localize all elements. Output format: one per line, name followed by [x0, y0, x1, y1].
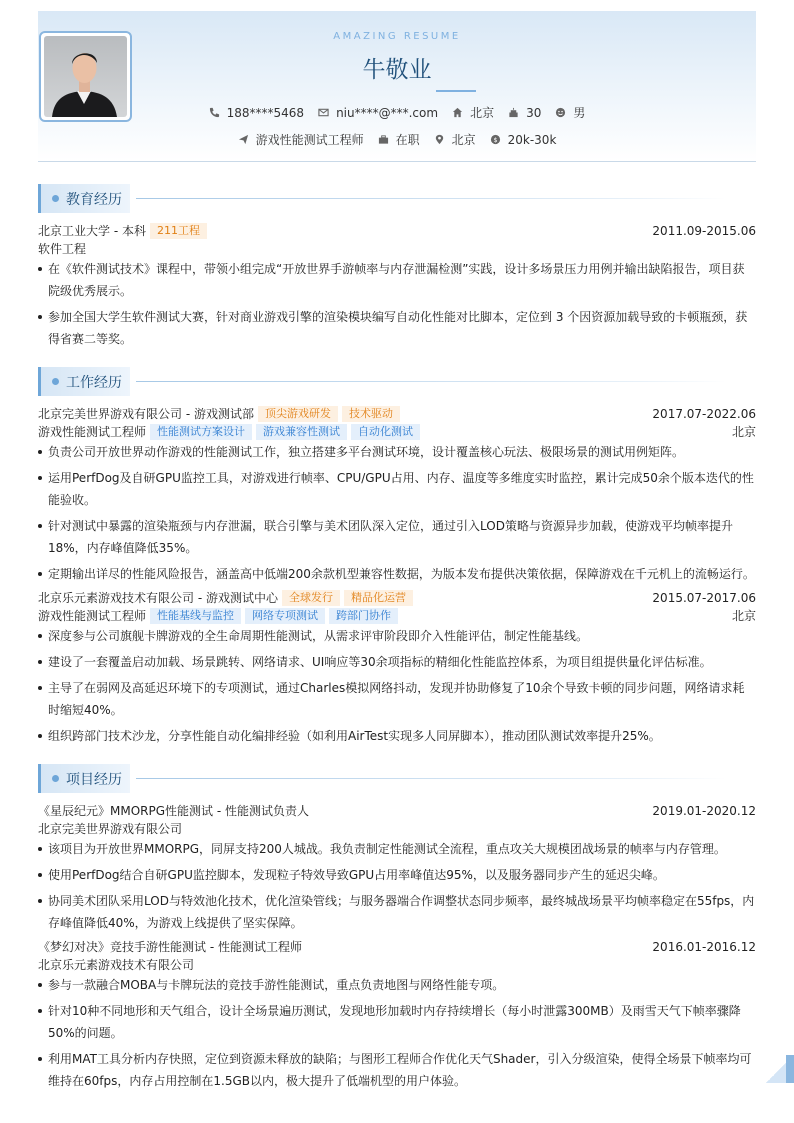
email-text: niu****@***.com [336, 105, 439, 120]
job-bullet: 深度参与公司旗舰卡牌游戏的全生命周期性能测试，从需求评审阶段即介入性能评估，制定性能基线。 [38, 625, 756, 647]
hometown-text: 北京 [470, 106, 495, 120]
section-divider [136, 198, 726, 199]
project-bullet: 该项目为开放世界MMORPG，同屏支持200人城战。我负责制定性能测试全流程，重点攻关大规模团战场景的帧率与内存管理。 [38, 838, 756, 860]
company-name: 北京完美世界游戏有限公司 - 游戏测试部 [38, 407, 254, 421]
company-name: 北京乐元素游戏技术有限公司 - 游戏测试中心 [38, 591, 278, 605]
resume-tagline: AMAZING RESUME [333, 31, 461, 42]
target-position-item [238, 131, 364, 148]
resume-header [38, 11, 756, 162]
mail-icon [318, 107, 329, 118]
expected-salary-item [490, 133, 557, 147]
job-status-item [378, 131, 420, 148]
section-title: 项目经历 [66, 772, 122, 788]
school-tag: 211工程 [150, 223, 207, 239]
phone-icon [209, 107, 220, 118]
education-bullet: 参加全国大学生软件测试大赛，针对商业游戏引擎的渲染模块编写自动化性能对比脚本，定位到 3 个因资源加载导致的卡顿瓶颈，获得省赛二等奖。 [38, 306, 756, 350]
name-underline [436, 90, 476, 92]
project-bullet: 协同美术团队采用LOD与特效池化技术，优化渲染管线；与服务器端合作调整状态同步频率，最终城战场景平均帧率稳定在55fps，内存峰值降低40%，为游戏上线提供了坚实保障。 [38, 890, 756, 934]
project-section-header [38, 764, 756, 793]
role-tag: 性能测试方案设计 [150, 424, 252, 440]
job-company-row [38, 405, 756, 422]
project-name: 《梦幻对决》竞技手游性能测试 - 性能测试工程师 [38, 940, 302, 954]
svg-text:$: $ [493, 135, 498, 144]
job-role: 游戏性能测试工程师 [38, 425, 147, 439]
hometown-item [452, 104, 494, 121]
money-icon [490, 134, 501, 145]
job-bullet: 建设了一套覆盖启动加载、场景跳转、网络请求、UI响应等30余项指标的精细化性能监控体系，为项目组提供量化评估标准。 [38, 651, 756, 673]
education-entry-row [38, 222, 756, 239]
role-tag: 跨部门协作 [329, 608, 398, 624]
job-bullet: 负责公司开放世界动作游戏的性能测试工作，独立搭建多平台测试环境，设计覆盖核心玩法、极限场景的测试用例矩阵。 [38, 441, 756, 463]
project-title-row [38, 938, 756, 955]
target-position-text: 游戏性能测试工程师 [255, 133, 364, 147]
project-bullet: 使用PerfDog结合自研GPU监控脚本，发现粒子特效导致GPU占用率峰值达95%，以及服务器同步产生的延迟尖峰。 [38, 864, 756, 886]
age-item [508, 106, 541, 120]
project-name: 《星辰纪元》MMORPG性能测试 - 性能测试负责人 [38, 804, 309, 818]
section-dot-icon [52, 195, 59, 202]
phone-item [209, 106, 304, 120]
project-company: 北京乐元素游戏技术有限公司 [38, 958, 195, 972]
job-intent-row [38, 131, 756, 148]
role-tag: 自动化测试 [351, 424, 420, 440]
company-tag: 全球发行 [282, 590, 340, 606]
project-bullet: 利用MAT工具分析内存快照，定位到资源未释放的缺陷；与图形工程师合作优化天气Shader，引入分级渲染，使得全场景下帧率均可维持在60fps，内存占用控制在1.5GB以内，极大提升了低端机型的用户体验。 [38, 1048, 756, 1092]
corner-bar [786, 1055, 794, 1083]
send-icon [238, 134, 249, 145]
phone-text: 188****5468 [226, 105, 305, 120]
project-date: 2016.01-2016.12 [652, 939, 756, 954]
education-bullet: 在《软件测试技术》课程中，带领小组完成“开放世界手游帧率与内存泄漏检测”实践，设计多场景压力用例并输出缺陷报告，项目获院级优秀展示。 [38, 258, 756, 302]
major-text: 软件工程 [38, 242, 87, 256]
target-city-text: 北京 [451, 133, 476, 147]
location-icon [434, 134, 445, 145]
company-tag: 顶尖游戏研发 [258, 406, 338, 422]
job-role-row [38, 423, 756, 440]
job-role: 游戏性能测试工程师 [38, 609, 147, 623]
job-date: 2017.07-2022.06 [652, 406, 756, 421]
candidate-name: 牛敬业 [362, 57, 432, 83]
company-tag: 技术驱动 [342, 406, 400, 422]
job-bullet: 针对测试中暴露的渲染瓶颈与内存泄漏，联合引擎与美术团队深入定位，通过引入LOD策略与资源异步加载，使游戏平均帧率提升18%，内存峰值降低35%。 [38, 515, 756, 559]
work-section-header [38, 367, 756, 396]
job-bullet: 主导了在弱网及高延迟环境下的专项测试，通过Charles模拟网络抖动，发现并协助修复了10余个导致卡顿的同步问题，网络请求耗时缩短40%。 [38, 677, 756, 721]
job-company-row [38, 589, 756, 606]
section-divider [136, 381, 726, 382]
job-date: 2015.07-2017.06 [652, 590, 756, 605]
briefcase-icon [378, 134, 389, 145]
job-bullet: 运用PerfDog及自研GPU监控工具，对游戏进行帧率、CPU/GPU占用、内存、温度等多维度实时监控，累计完成50余个版本迭代的性能验收。 [38, 467, 756, 511]
gender-text: 男 [573, 106, 586, 120]
gender-item [555, 104, 585, 121]
job-bullet: 组织跨部门技术沙龙，分享性能自动化编排经验（如利用AirTest实现多人同屏脚本），推动团队测试效率提升25%。 [38, 725, 756, 747]
job-city: 北京 [731, 425, 756, 439]
age-text: 30 [526, 105, 542, 120]
job-status-text: 在职 [395, 133, 420, 147]
role-tag: 游戏兼容性测试 [256, 424, 347, 440]
target-city-item [434, 131, 476, 148]
job-city: 北京 [731, 609, 756, 623]
education-date: 2011.09-2015.06 [652, 223, 756, 238]
company-tag: 精品化运营 [344, 590, 413, 606]
job-role-row [38, 607, 756, 624]
project-bullet: 针对10种不同地形和天气组合，设计全场景遍历测试，发现地形加载时内存持续增长（每小时泄露300MB）及雨雪天气下帧率骤降50%的问题。 [38, 1000, 756, 1044]
email-item [318, 106, 438, 120]
project-title-row [38, 802, 756, 819]
cake-icon [508, 107, 519, 118]
education-section-header [38, 184, 756, 213]
corner-decoration [766, 1055, 794, 1083]
project-company: 北京完美世界游戏有限公司 [38, 822, 183, 836]
role-tag: 性能基线与监控 [150, 608, 241, 624]
section-title: 教育经历 [66, 192, 122, 208]
job-bullet: 定期输出详尽的性能风险报告，涵盖高中低端200余款机型兼容性数据，为版本发布提供决策依据，保障游戏在千元机上的流畅运行。 [38, 563, 756, 585]
role-tag: 网络专项测试 [245, 608, 325, 624]
section-divider [136, 778, 726, 779]
project-date: 2019.01-2020.12 [652, 803, 756, 818]
home-icon [452, 107, 463, 118]
school-name: 北京工业大学 - 本科 [38, 224, 146, 238]
section-dot-icon [52, 775, 59, 782]
contact-info-row [38, 104, 756, 121]
expected-salary-text: 20k-30k [507, 132, 557, 147]
section-dot-icon [52, 378, 59, 385]
project-bullet: 参与一款融合MOBA与卡牌玩法的竞技手游性能测试，重点负责地图与网络性能专项。 [38, 974, 756, 996]
section-title: 工作经历 [66, 375, 122, 391]
gender-icon [555, 107, 566, 118]
